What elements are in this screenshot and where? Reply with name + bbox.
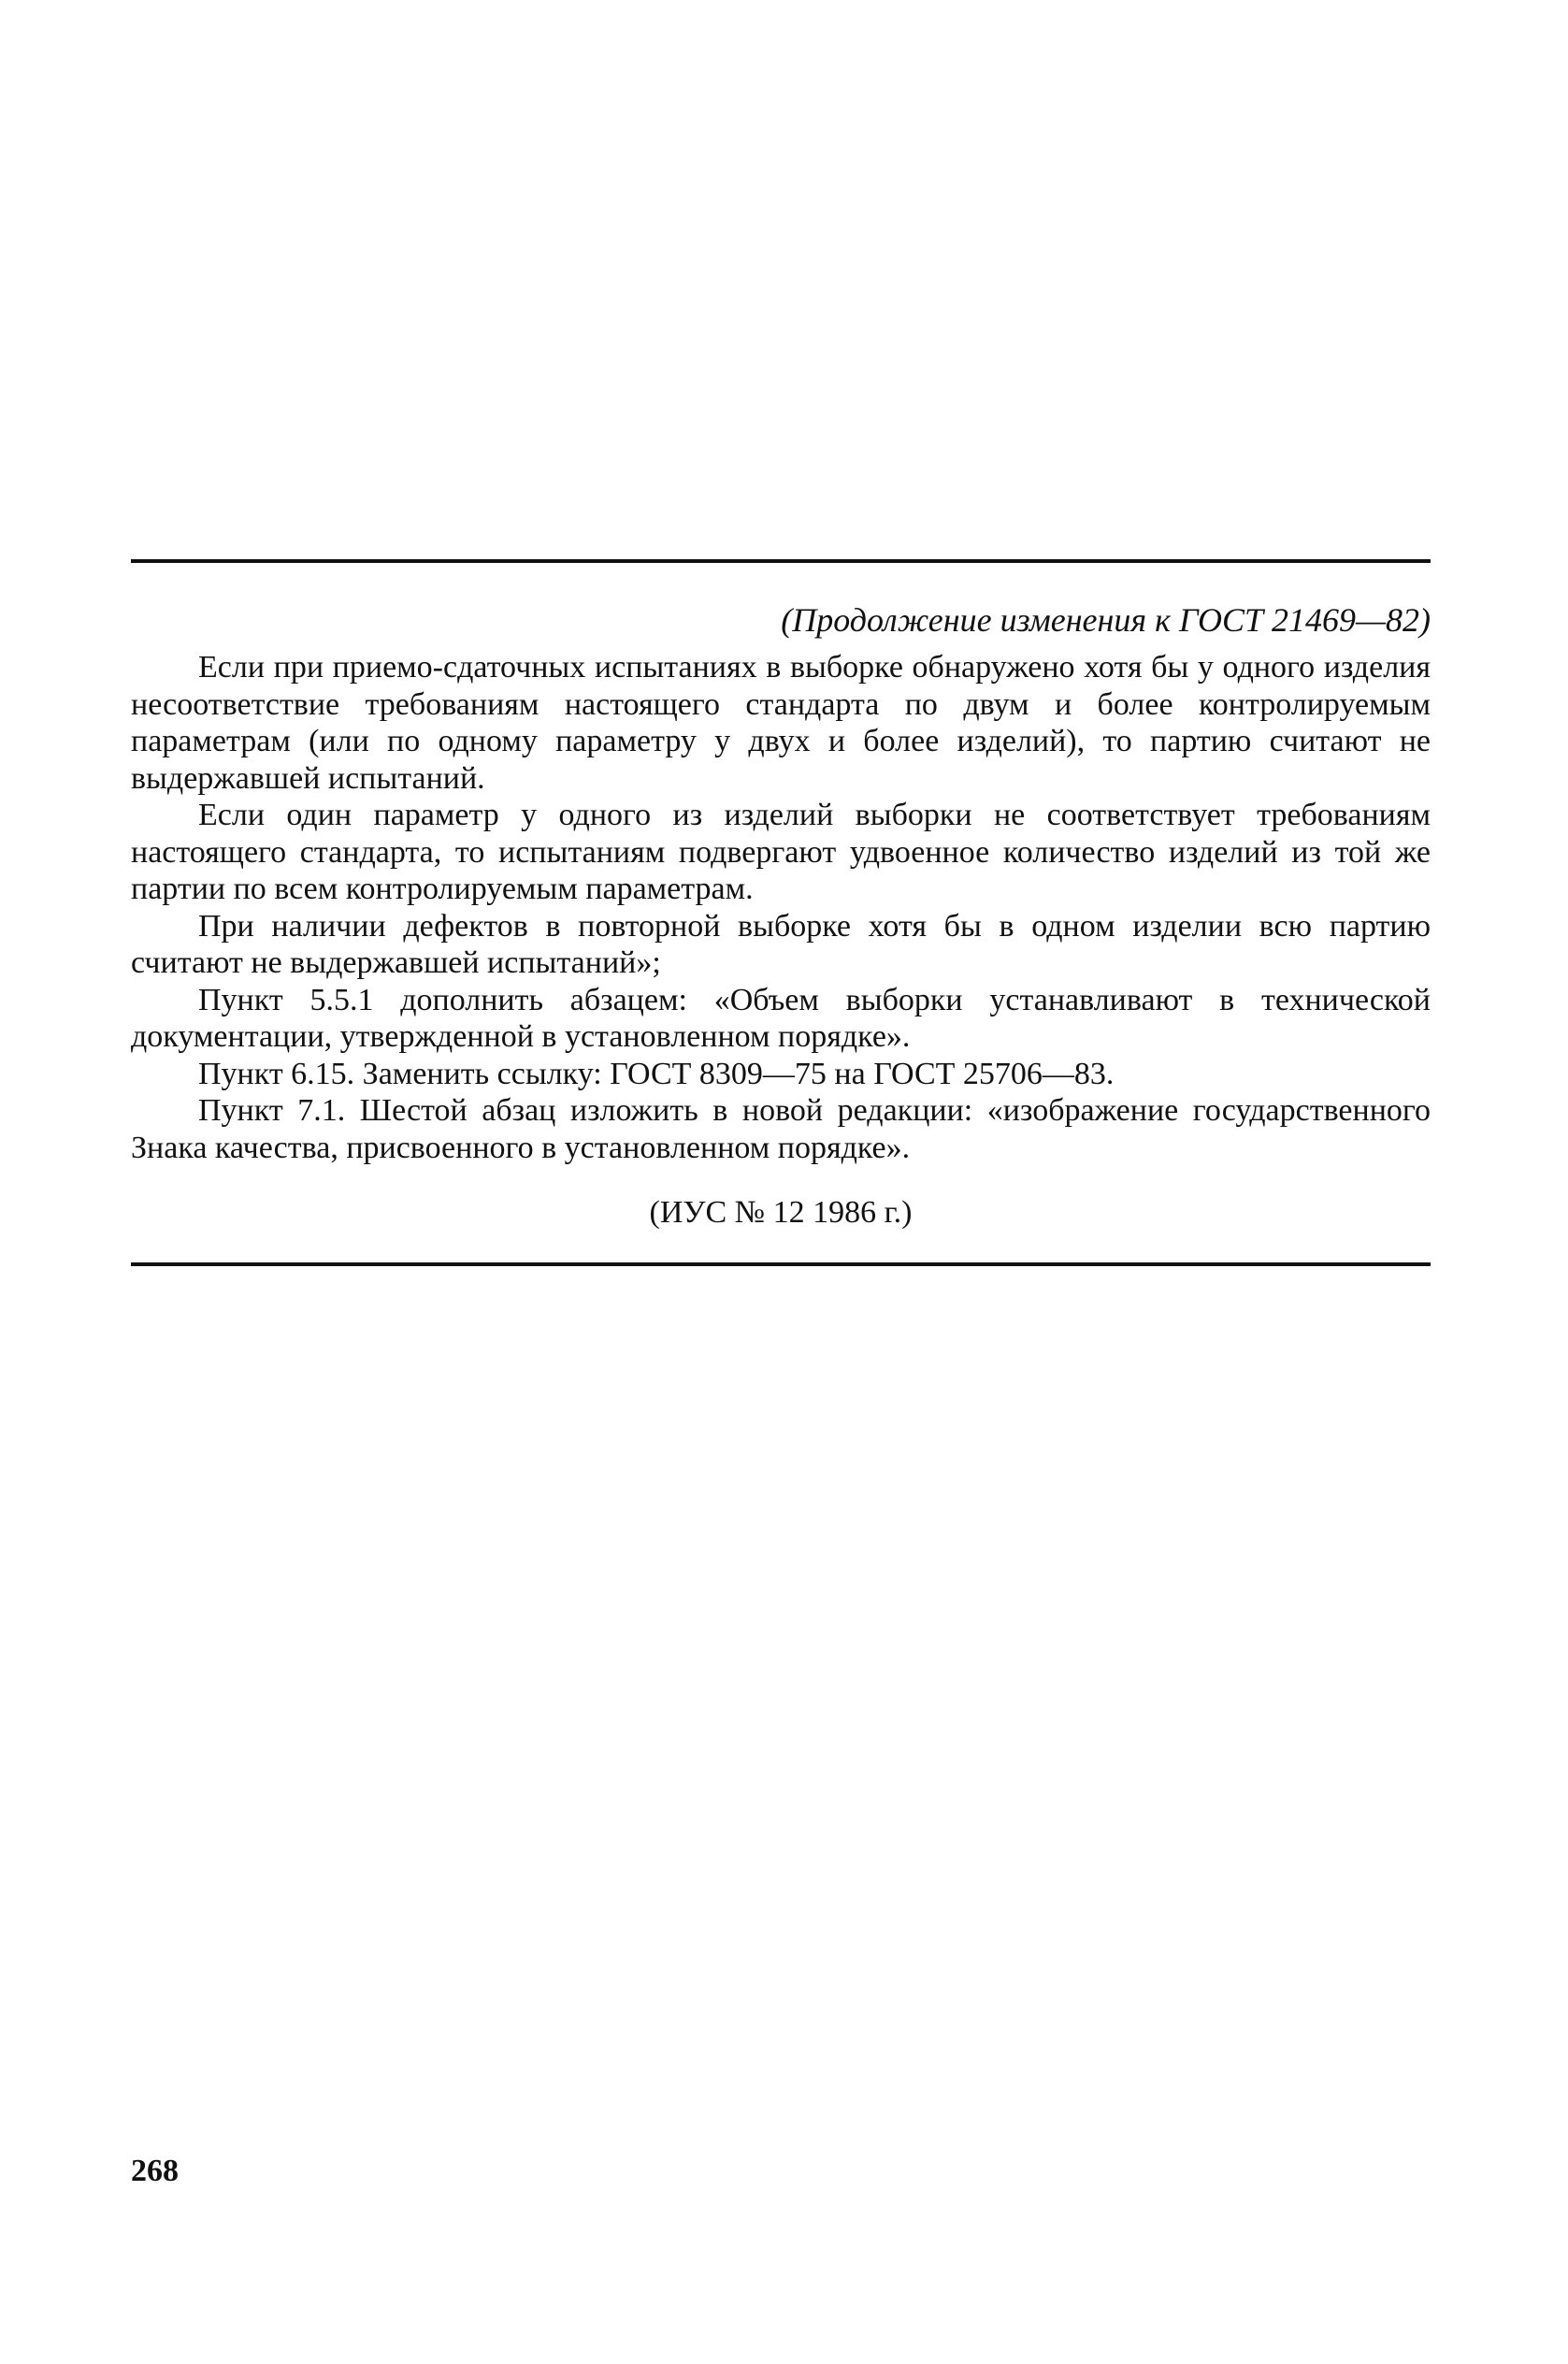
paragraph-acceptance-tests: Если при приемо-сдаточных испытаниях в выборке обнаружено хотя бы у одного изделия несоответствие требованиям настоящего стандарта по двум и более контролируемым параметрам (или по одному параметру у двух и более изделий), то партию считают не выдержавшей испытаний. [131, 650, 1431, 796]
continuation-header: (Продолжение изменения к ГОСТ 21469—82) [781, 601, 1431, 639]
paragraph-item-5-5-1: Пункт 5.5.1 дополнить абзацем: «Объем выборки устанавливают в технической документации, утвержденной в установленном порядке». [131, 982, 1431, 1054]
amendment-text-block [131, 598, 1431, 1232]
paragraph-repeat-sample-defects: При наличии дефектов в повторной выборке хотя бы в одном изделии всю партию считают не выдержавшей испытаний»; [131, 908, 1431, 980]
paragraph-item-7-1: Пункт 7.1. Шестой абзац изложить в новой редакции: «изображение государственного Знака качества, присвоенного в установленном порядке». [131, 1093, 1431, 1165]
paragraph-doubled-sample: Если один параметр у одного из изделий выборки не соответствует требованиям настоящего стандарта, то испытаниям подвергают удвоенное количество изделий из той же партии по всем контролируемым параметрам. [131, 798, 1431, 906]
source-reference: (ИУС № 12 1986 г.) [649, 1195, 913, 1230]
bottom-rule [131, 1262, 1431, 1266]
page-number: 268 [131, 2154, 179, 2188]
top-rule [131, 559, 1431, 563]
paragraph-item-6-15: Пункт 6.15. Заменить ссылку: ГОСТ 8309—75 на ГОСТ 25706—83. [198, 1056, 1115, 1091]
